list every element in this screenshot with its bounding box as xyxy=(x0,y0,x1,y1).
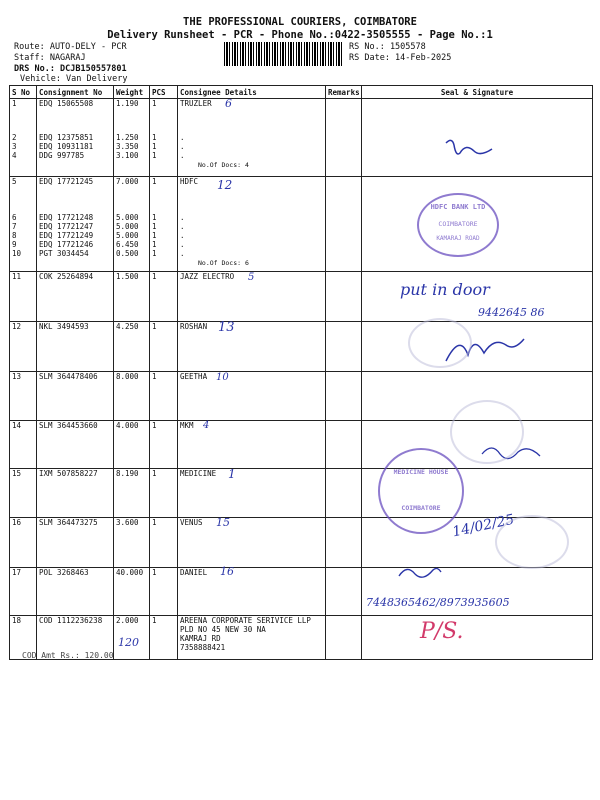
table-row: 1 2 3 4 EDQ 15065508 EDQ 12375851 EDQ 10931181 DDG 997785 1.190 1.250 3.350 3.100 1 1 1 1 TRUZLER . . . No.Of Docs: 4 xyxy=(10,99,593,177)
docs-count: No.Of Docs: 4 xyxy=(198,161,249,169)
col-sno: S No xyxy=(10,86,37,99)
drs-no: DRS No.: DCJB150557801 xyxy=(14,64,127,74)
hw-count: 10 xyxy=(216,372,229,383)
col-consignee: Consignee Details xyxy=(178,86,326,99)
route: Route: AUTO-DELY - PCR xyxy=(14,42,127,52)
col-remarks: Remarks xyxy=(326,86,362,99)
barcode xyxy=(224,42,342,66)
staff: Staff: NAGARAJ xyxy=(14,53,86,63)
hw-amount: 120 xyxy=(118,636,139,649)
vehicle: Vehicle: Van Delivery xyxy=(20,74,128,84)
faded-stamp xyxy=(450,400,524,464)
signature-4 xyxy=(395,560,445,585)
runsheet-table xyxy=(9,85,593,660)
table-row: 16 SLM 364473275 3.600 1 VENUS xyxy=(10,518,593,568)
faded-stamp xyxy=(495,515,569,569)
table-row: 17 POL 3268463 40.000 1 DANIEL xyxy=(10,568,593,616)
col-pcs: PCS xyxy=(150,86,178,99)
table-row: 11 COK 25264894 1.500 1 JAZZ ELECTRO xyxy=(10,272,593,322)
table-row: 18 COD 1112236238 2.000 1 AREENA CORPORATE SERIVICE LLP PLD NO 45 NEW 30 NA KAMRAJ RD 7358888421 xyxy=(10,616,593,660)
rs-no: RS No.: 1505578 xyxy=(349,42,426,52)
consignee-name: TRUZLER xyxy=(180,99,212,108)
hw-count: 15 xyxy=(216,516,230,529)
hw-note: put in door xyxy=(400,280,490,299)
hw-pls: P/S. xyxy=(420,619,464,644)
table-row: 14 SLM 364453660 4.000 1 MKM xyxy=(10,421,593,469)
rs-date: RS Date: 14-Feb-2025 xyxy=(349,53,452,63)
hw-count: 12 xyxy=(217,178,233,192)
col-weight: Weight xyxy=(114,86,150,99)
docs-count: No.Of Docs: 6 xyxy=(198,259,249,267)
hw-count: 13 xyxy=(218,320,235,335)
hw-phones: 7448365462/8973935605 xyxy=(366,596,510,609)
hw-count: 4 xyxy=(203,420,210,431)
hw-count: 6 xyxy=(225,97,232,110)
hw-date: 14/02/25 xyxy=(451,511,516,541)
cod-amount: COD Amt Rs.: 120.00 xyxy=(22,651,114,660)
company-title: THE PROFESSIONAL COURIERS, COIMBATORE xyxy=(183,16,417,28)
hw-count: 5 xyxy=(248,272,255,283)
hw-count: 16 xyxy=(220,565,234,578)
consignee-name: HDFC xyxy=(180,177,199,186)
table-row: 12 NKL 3494593 4.250 1 ROSHAN xyxy=(10,322,593,372)
hw-phone: 9442645 86 xyxy=(478,306,545,319)
hdfc-stamp: HDFC BANK LTD COIMBATORE KAMARAJ ROAD xyxy=(417,193,499,257)
table-row: 15 IXM 507858227 8.190 1 MEDICINE xyxy=(10,469,593,518)
table-row: 13 SLM 364478406 8.000 1 GEETHA xyxy=(10,372,593,421)
hw-count: 1 xyxy=(228,467,236,481)
runsheet-subtitle: Delivery Runsheet - PCR - Phone No.:0422-3505555 - Page No.:1 xyxy=(107,29,493,41)
signature-1 xyxy=(440,135,500,163)
col-consignment: Consignment No xyxy=(37,86,114,99)
faded-stamp xyxy=(408,318,472,368)
table-row: 5 6 7 8 9 10 EDQ 17721245 EDQ 17721248 EDQ 17721247 EDQ 17721249 EDQ 17721246 PGT 3034454 7.000 5.000 5.000 5.000 6.450 0.500 1 1 1 1 1 1 HDFC . . . . . No.Of Docs: 6 xyxy=(10,177,593,272)
col-seal: Seal & Signature xyxy=(362,86,593,99)
medicine-house-stamp: MEDICINE HOUSE COIMBATORE xyxy=(378,448,464,534)
